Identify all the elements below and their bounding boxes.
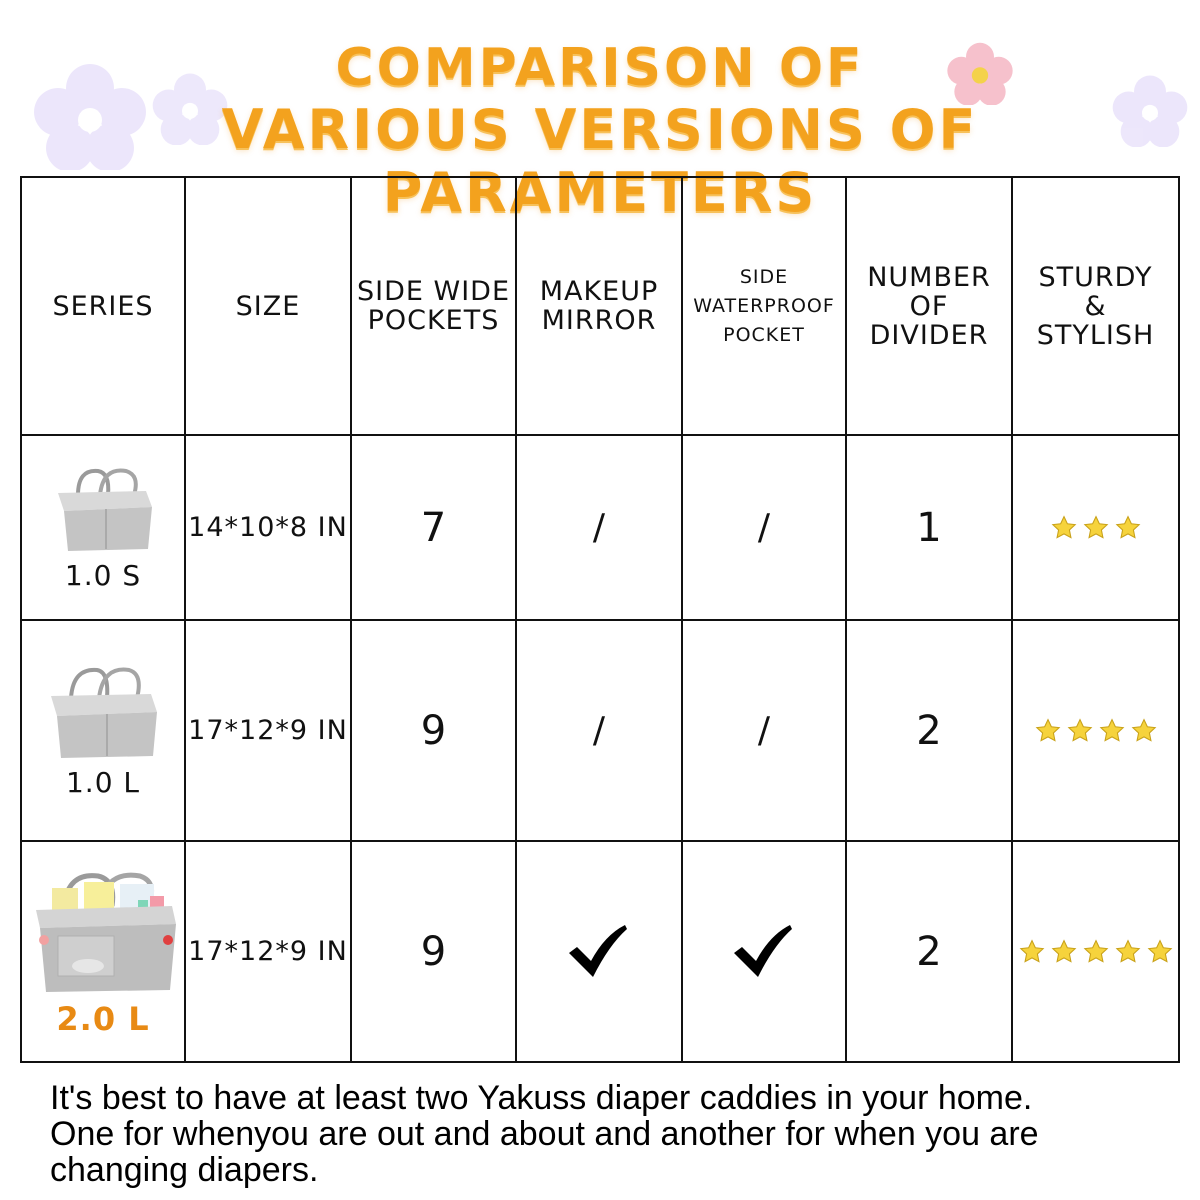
series-label: 1.0 S — [64, 559, 142, 592]
pockets-value: 9 — [351, 620, 516, 841]
dividers-value: 2 — [846, 620, 1012, 841]
series-cell — [21, 435, 185, 620]
diaper-caddy-large-icon — [45, 662, 161, 760]
star-icon — [1051, 515, 1077, 541]
waterproof-value: / — [682, 435, 846, 620]
mirror-value — [516, 841, 682, 1062]
table-row — [21, 620, 1179, 841]
table-row — [21, 435, 1179, 620]
waterproof-value: / — [682, 620, 846, 841]
table-header-row — [21, 177, 1179, 435]
comparison-table — [20, 176, 1180, 1063]
checkmark-icon — [567, 923, 631, 981]
star-icon — [1099, 718, 1125, 744]
header-makeup-mirror: MAKEUP MIRROR — [516, 177, 682, 435]
table-row — [21, 841, 1179, 1062]
star-icon — [1051, 939, 1077, 965]
checkmark-icon — [732, 923, 796, 981]
footer-note — [50, 1080, 1180, 1188]
header-side-wide-pockets: SIDE WIDE POCKETS — [351, 177, 516, 435]
mirror-value: / — [516, 620, 682, 841]
series-cell — [21, 620, 185, 841]
header-series: SERIES — [21, 177, 185, 435]
series-label-highlighted: 2.0 L — [56, 999, 150, 1038]
note-line: It's best to have at least two Yakuss diaper caddies in your home. — [50, 1079, 1033, 1117]
pockets-value: 9 — [351, 841, 516, 1062]
star-icon — [1083, 515, 1109, 541]
series-label: 1.0 L — [65, 766, 141, 799]
note-line: One for whenyou are out and about and another for when you are — [50, 1115, 1039, 1153]
page-title-line-2: VARIOUS VERSIONS OF PARAMETERS — [221, 98, 979, 224]
stars-rating — [1012, 435, 1179, 620]
pockets-value: 7 — [351, 435, 516, 620]
star-icon — [1019, 939, 1045, 965]
diaper-caddy-small-icon — [48, 463, 158, 553]
mirror-value: / — [516, 435, 682, 620]
dividers-value: 1 — [846, 435, 1012, 620]
size-value: 17*12*9 IN — [185, 841, 351, 1062]
size-value: 14*10*8 IN — [185, 435, 351, 620]
diaper-caddy-2-icon — [28, 866, 178, 994]
star-icon — [1115, 515, 1141, 541]
dividers-value: 2 — [846, 841, 1012, 1062]
waterproof-value — [682, 841, 846, 1062]
star-icon — [1131, 718, 1157, 744]
star-icon — [1115, 939, 1141, 965]
note-line: changing diapers. — [50, 1151, 319, 1189]
header-size: SIZE — [185, 177, 351, 435]
header-sturdy-stylish: STURDY & STYLISH — [1012, 177, 1179, 435]
page-title-line-1: COMPARISON OF — [335, 38, 865, 98]
stars-rating — [1012, 841, 1179, 1062]
star-icon — [1083, 939, 1109, 965]
star-icon — [1147, 939, 1173, 965]
star-icon — [1035, 718, 1061, 744]
header-number-of-divider: NUMBER OF DIVIDER — [846, 177, 1012, 435]
star-icon — [1067, 718, 1093, 744]
header-side-waterproof-pocket: SIDE WATERPROOF POCKET — [682, 177, 846, 435]
size-value: 17*12*9 IN — [185, 620, 351, 841]
stars-rating — [1012, 620, 1179, 841]
series-cell — [21, 841, 185, 1062]
